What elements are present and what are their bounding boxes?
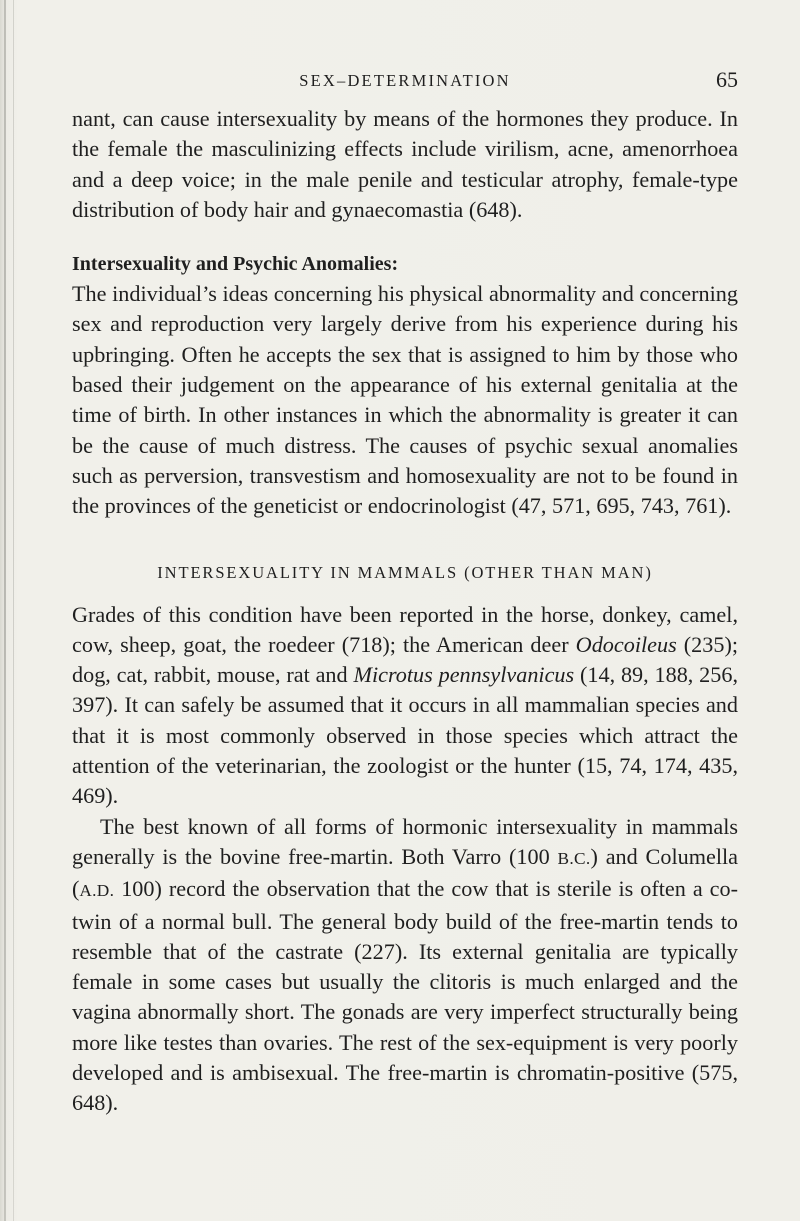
paragraph-4-part-b: ) and Columella ( (72, 843, 738, 902)
caps-section-heading: INTERSEXUALITY IN MAMMALS (OTHER THAN MAN) (157, 562, 653, 582)
section-heading: Intersexuality and Psychic Anomalies: (72, 253, 399, 276)
genus-odocoileus: Odocoileus (575, 631, 677, 657)
page-number: 65 (716, 67, 738, 92)
paragraph-2: The individual’s ideas concerning his physical abnormality and concerning sex and reproduction very largely derive from his experience during his upbringing. Often he accepts the sex that is assigned to him by those who based their judgement on the appearance of his external genitalia at the time of birth. In other instances in which the abnormality is greater it can be the cause of much distress. The causes of psychic sexual anomalies such as perversion, transvestism and homosexuality are not to be found in the provinces of the geneticist or endocrinologist (47, 571, 695, 743, 761). (72, 281, 738, 519)
paragraph-4 (72, 812, 738, 1119)
era-ad: A.D. (79, 881, 115, 901)
paragraph-4-part-a: The best known of all forms of hormonic intersexuality in mammals generally is the bovine free-martin. Both Varro (100 (72, 813, 738, 869)
genus-microtus: Microtus pennsylvanicus (353, 662, 575, 688)
paragraph-3-part-b: (235); dog, cat, rabbit, mouse, rat and (72, 631, 739, 688)
page-body (72, 104, 738, 1119)
era-bc: B.C. (557, 848, 591, 868)
page-header (72, 66, 738, 94)
binding-shadow (4, 0, 6, 1221)
binding-shadow-inner (13, 0, 14, 1221)
paragraph-1: nant, can cause intersexuality by means of the hormones they produce. In the female the masculinizing effects include virilism, acne, amenorrhoea and a deep voice; in the male penile and testicular atrophy, female-type distribution of body hair and gynaecomastia (648). (72, 106, 738, 222)
paragraph-3-part-c: (14, 89, 188, 256, 397). It can safely be assumed that it occurs in all mammalian species and that it is most commonly observed in those species which attract the attention of the veterinarian, the zoologist or the hunter (15, 74, 174, 435, 469). (72, 662, 739, 809)
paragraph-3 (72, 600, 738, 812)
paragraph-3-part-a: Grades of this condition have been reported in the horse, donkey, camel, cow, sheep, goat, the roedeer (718); the American deer (72, 601, 738, 657)
running-title: SEX–DETERMINATION (299, 71, 511, 90)
paragraph-4-part-c: 100) record the observation that the cow that is sterile is often a co-twin of a normal bull. The general body build of the free-martin tends to resemble that of the castrate (227). Its external genitalia are typically female in some cases but usually the clitoris is much enlarged and the vagina abnormally short. The gonads are very imperfect structurally being more like testes than ovaries. The rest of the sex-equipment is very poorly developed and is ambisexual. The free-martin is chromatin-positive (575, 648). (72, 876, 738, 1116)
